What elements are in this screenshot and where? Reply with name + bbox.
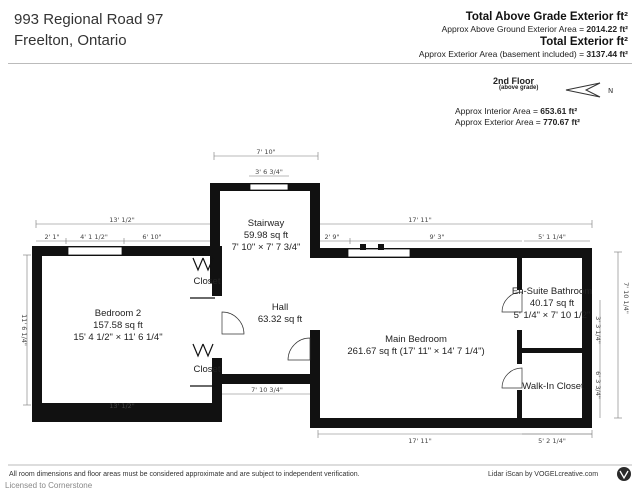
- bedroom2-dims: 15' 4 1/2" × 11' 6 1/4": [73, 332, 163, 343]
- dimension-labels: [44, 148, 565, 445]
- dim-right-mid: 3' 3 1/4": [594, 316, 602, 344]
- lidar-credit: Lidar iScan by VOGELcreative.com: [488, 471, 599, 478]
- dim-bed2-top: 13' 1/2": [109, 216, 135, 224]
- hall-area: 63.32 sq ft: [257, 314, 303, 325]
- dim-bed2-seg3: 6' 10": [142, 233, 162, 241]
- licensed-to: Licensed to Cornerstone: [5, 481, 93, 490]
- floor-subtitle: (above grade): [499, 85, 539, 91]
- dim-main-seg2: 9' 3": [429, 233, 445, 241]
- dim-ensuite-top: 5' 1 1/4": [538, 233, 566, 241]
- room-labels: [73, 218, 592, 392]
- main-bedroom-area: 261.67 sq ft (17' 11" × 14' 7 1/4"): [347, 346, 485, 357]
- total-exterior-title: Total Exterior ft²: [540, 36, 628, 48]
- dim-right-lower: 6' 3 3/4": [594, 371, 602, 399]
- hall-name: Hall: [271, 302, 289, 313]
- vogel-logo-icon: [617, 467, 631, 481]
- stairway-area: 59.98 sq ft: [243, 230, 289, 241]
- bedroom2-area: 157.58 sq ft: [93, 320, 143, 331]
- disclaimer: All room dimensions and floor areas must be considered approximate and are subject to independent verification.: [9, 471, 360, 478]
- dim-main-seg1: 2' 9": [324, 233, 340, 241]
- ensuite-area: 40.17 sq ft: [529, 298, 575, 309]
- stairway-name: Stairway: [247, 218, 285, 229]
- bedroom2-name: Bedroom 2: [94, 308, 142, 319]
- dim-bed2-seg1: 2' 1": [44, 233, 60, 241]
- address-line-2: Freelton, Ontario: [14, 32, 127, 49]
- svg-text:N: N: [608, 87, 614, 95]
- ensuite-dims: 5' 1/4" × 7' 10 1/2": [513, 310, 591, 321]
- dim-main-top: 17' 11": [408, 216, 432, 224]
- exterior-label: Approx Exterior Area =: [455, 117, 544, 127]
- dim-stair-top: 7' 10": [256, 148, 276, 156]
- above-ground-value: 2014.22 ft²: [586, 24, 628, 34]
- dim-bed2-seg2: 4' 1 1/2": [80, 233, 108, 241]
- basement-value: 3137.44 ft²: [586, 49, 628, 59]
- dim-hall-bottom: 7' 10 3/4": [251, 386, 283, 394]
- stairway-dims: 7' 10" × 7' 7 3/4": [231, 242, 301, 253]
- dim-bed2-bottom: 13' 1/2": [109, 402, 135, 410]
- walkin-name: Walk-In Closet: [522, 381, 584, 392]
- floor-title: 2nd Floor: [493, 76, 534, 86]
- dim-right-upper: 7' 10 1/4": [622, 282, 630, 314]
- above-ground-label: Approx Above Ground Exterior Area =: [441, 24, 587, 34]
- total-above-title: Total Above Grade Exterior ft²: [465, 11, 628, 23]
- dim-main-bottom: 17' 11": [408, 437, 432, 445]
- interior-value: 653.61 ft²: [540, 106, 578, 116]
- main-bedroom-name: Main Bedroom: [385, 334, 447, 345]
- interior-label: Approx Interior Area =: [455, 106, 541, 116]
- closet-bottom-name: Closet: [193, 364, 221, 375]
- dim-stair-window: 3' 6 3/4": [255, 168, 283, 176]
- address-line-1: 993 Regional Road 97: [14, 11, 164, 28]
- dim-bed2-left: 11' 6 1/4": [20, 314, 28, 346]
- ensuite-name: En-Suite Bathroom: [511, 286, 593, 297]
- dim-walkin-bottom: 5' 2 1/4": [538, 437, 566, 445]
- basement-label: Approx Exterior Area (basement included) =: [418, 49, 587, 59]
- door-swings: [222, 292, 522, 388]
- closet-top-name: Closet: [193, 276, 221, 287]
- north-arrow-icon: [566, 83, 613, 97]
- exterior-value: 770.67 ft²: [543, 117, 580, 127]
